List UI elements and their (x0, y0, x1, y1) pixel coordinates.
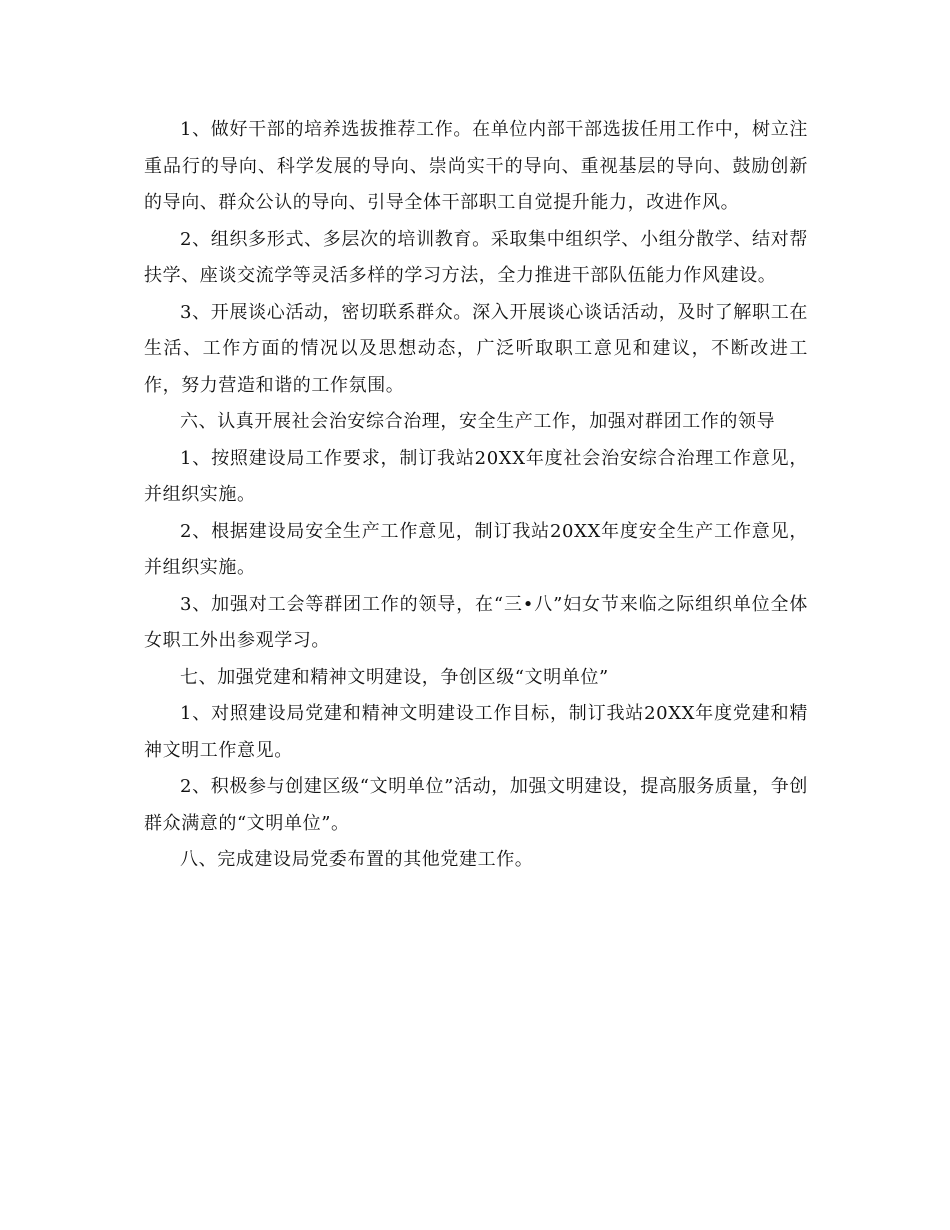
paragraph-9: 1、对照建设局党建和精神文明建设工作目标，制订我站20XX年度党建和精神文明工作意见。 (144, 703, 808, 761)
paragraph-2: 2、组织多形式、多层次的培训教育。采取集中组织学、小组分散学、结对帮扶学、座谈交流学等灵活多样的学习方法，全力推进干部队伍能力作风建设。 (144, 228, 808, 286)
paragraph-5: 1、按照建设局工作要求，制订我站20XX年度社会治安综合治理工作意见，并组织实施。 (144, 447, 808, 505)
document-body (144, 112, 808, 879)
paragraph-1: 1、做好干部的培养选拔推荐工作。在单位内部干部选拔任用工作中，树立注重品行的导向、科学发展的导向、崇尚实干的导向、重视基层的导向、鼓励创新的导向、群众公认的导向、引导全体干部职工自觉提升能力，改进作风。 (144, 119, 808, 213)
section-heading-6: 六、认真开展社会治安综合治理，安全生产工作，加强对群团工作的领导 (180, 411, 776, 432)
paragraph-6: 2、根据建设局安全生产工作意见，制订我站20XX年度安全生产工作意见，并组织实施。 (144, 520, 808, 578)
section-heading-8: 八、完成建设局党委布置的其他党建工作。 (180, 849, 534, 870)
section-heading-7: 七、加强党建和精神文明建设，争创区级“文明单位” (180, 666, 609, 688)
paragraph-3: 3、开展谈心活动，密切联系群众。深入开展谈心谈话活动，及时了解职工在生活、工作方面的情况以及思想动态，广泛听取职工意见和建议，不断改进工作，努力营造和谐的工作氛围。 (144, 301, 808, 396)
paragraph-7: 3、加强对工会等群团工作的领导，在“三•八”妇女节来临之际组织单位全体女职工外出参观学习。 (144, 593, 808, 651)
paragraph-10: 2、积极参与创建区级“文明单位”活动，加强文明建设，提高服务质量，争创群众满意的“文明单位”。 (144, 776, 808, 834)
